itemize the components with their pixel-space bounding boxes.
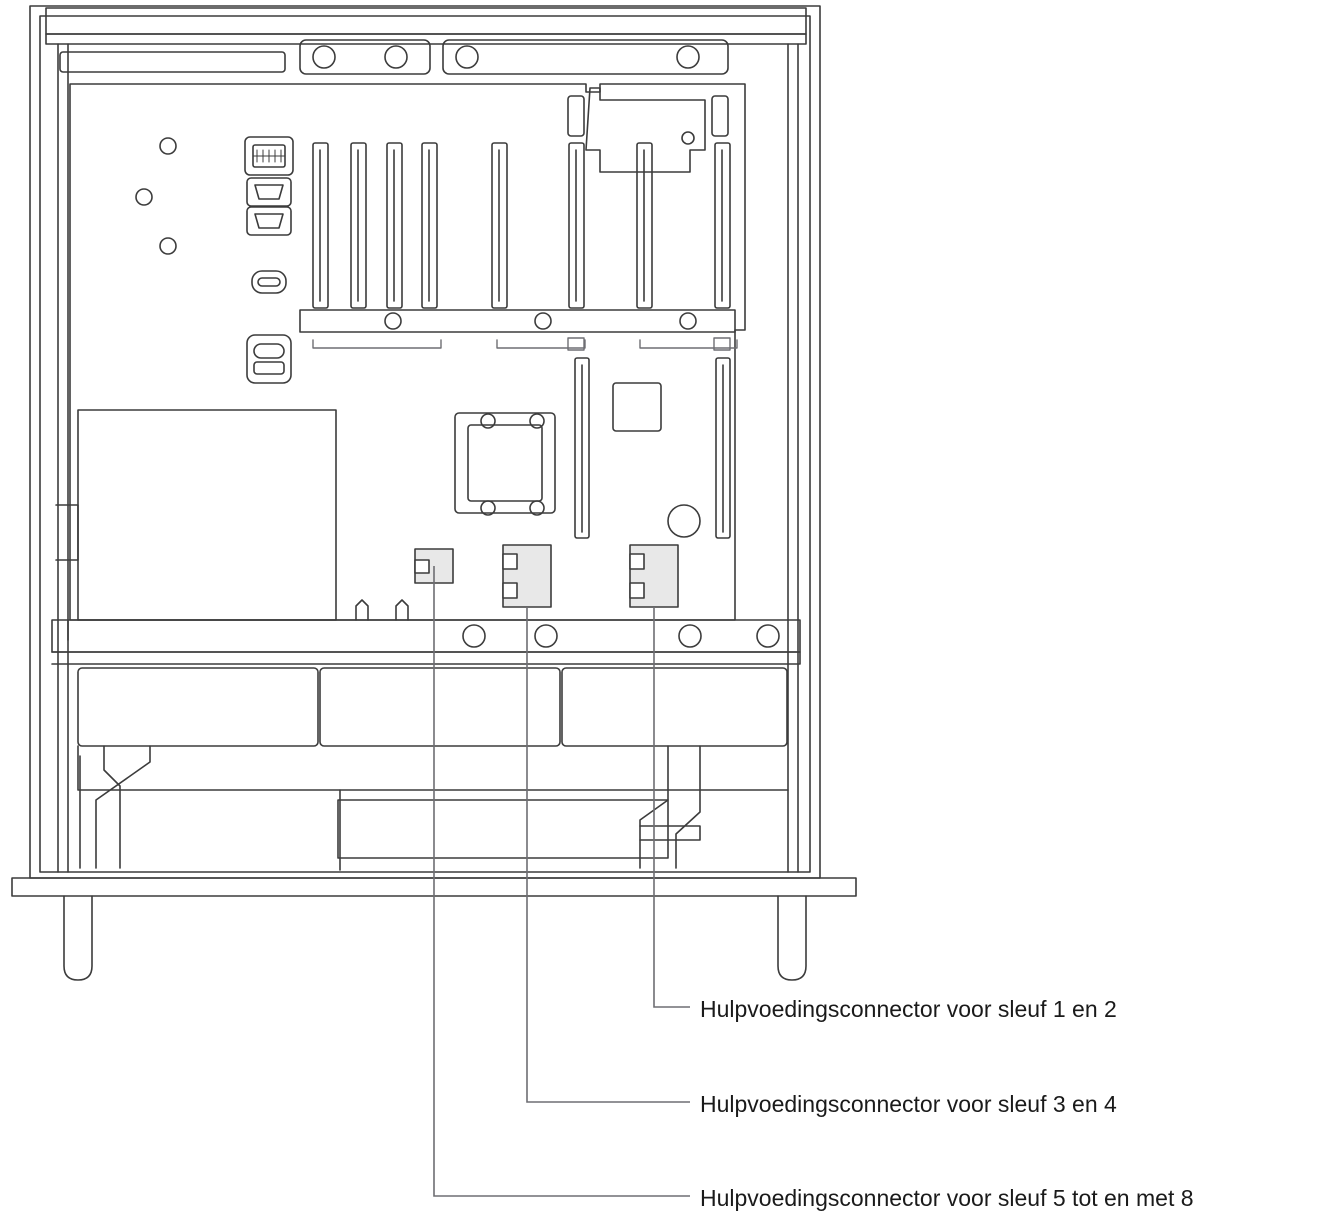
callout-leader-lines [434,566,690,1196]
lower-cross-rail [52,600,800,664]
callout-label-aux-power-slot-5-8: Hulpvoedingsconnector voor sleuf 5 tot en met 8 [700,1185,1194,1211]
slot-group-brackets [313,338,737,350]
power-supply-shield [56,410,336,640]
leader-line-slot-3-4 [527,607,690,1102]
top-fan-bar [60,40,728,74]
callout-label-aux-power-slot-3-4: Hulpvoedingsconnector voor sleuf 3 en 4 [700,1091,1117,1117]
pcie-slots [313,143,730,308]
slot-mount-rail [300,310,735,332]
board-components [455,358,730,538]
chassis-outline [30,6,820,878]
lower-bays [78,668,788,870]
callout-label-aux-power-slot-1-2: Hulpvoedingsconnector voor sleuf 1 en 2 [700,996,1117,1022]
io-port-cluster [136,137,293,383]
aux-power-connectors [415,545,678,607]
